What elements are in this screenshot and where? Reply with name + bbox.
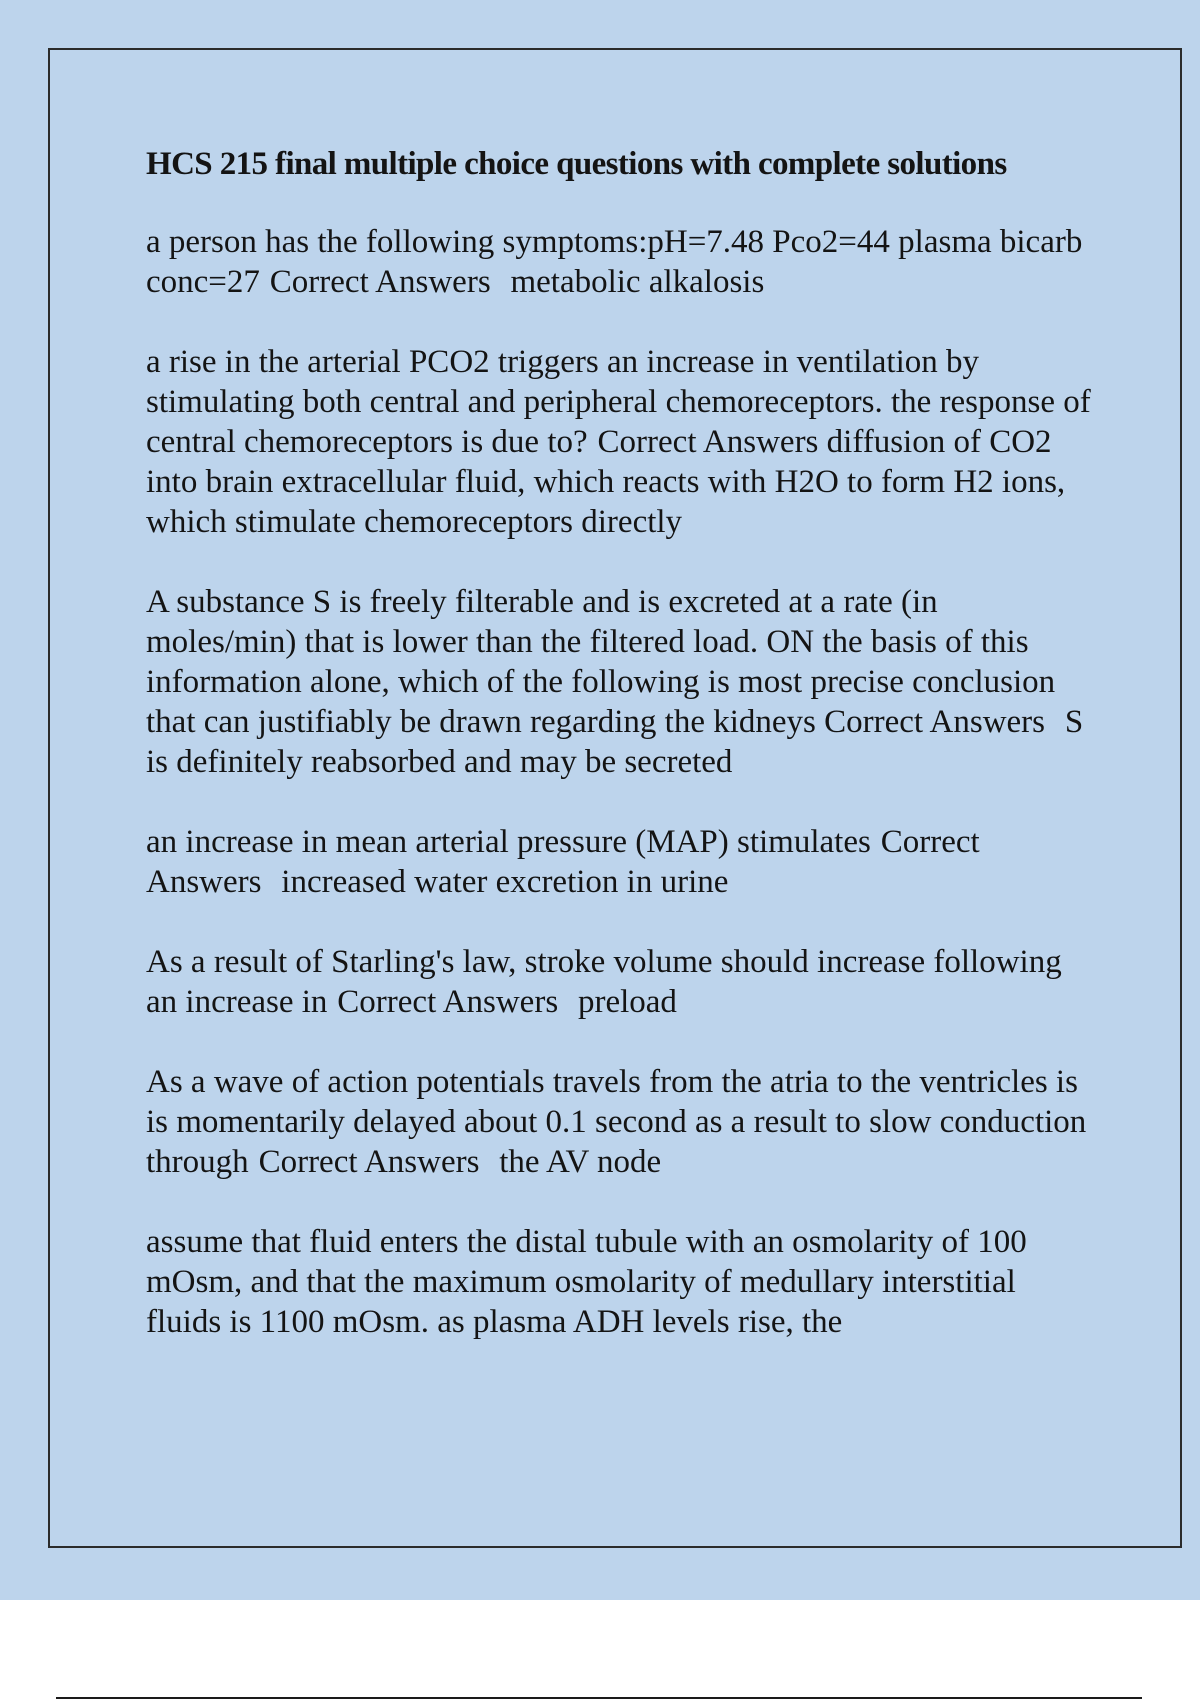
document-content xyxy=(146,144,1096,1382)
answer-text: increased water excretion in urine xyxy=(281,864,729,900)
answer-text: metabolic alkalosis xyxy=(510,264,765,300)
answer-label: Correct Answers xyxy=(824,704,1046,740)
question-text: A substance S is freely filterable and is excreted at a rate (in moles/min) that is lower than the filtered load. ON the basis of this information alone, which of the following is most precise conclusion that can justifiably be drawn regarding the kidneys xyxy=(146,584,1056,740)
qa-item xyxy=(146,582,1096,782)
qa-item xyxy=(146,942,1096,1022)
question-text: As a result of Starling's law, stroke volume should increase following an increase in xyxy=(146,944,1062,1020)
qa-item xyxy=(146,1222,1096,1342)
footer-divider xyxy=(56,1697,1142,1699)
qa-item xyxy=(146,342,1096,542)
answer-text: preload xyxy=(577,984,677,1020)
answer-text: the AV node xyxy=(499,1144,662,1180)
question-text: a person has the following symptoms:pH=7.48 Pco2=44 plasma bicarb conc=27 xyxy=(146,224,1083,300)
document-title: HCS 215 final multiple choice questions with complete solutions xyxy=(146,146,1007,182)
answer-label: Correct Answers xyxy=(269,264,491,300)
qa-item xyxy=(146,822,1096,902)
answer-label: Correct Answers xyxy=(146,824,980,900)
answer-text: S is definitely reabsorbed and may be secreted xyxy=(146,704,1084,780)
qa-item xyxy=(146,222,1096,302)
answer-text: diffusion of CO2 into brain extracellular fluid, which reacts with H2O to form H2 ions, which stimulate chemoreceptors directly xyxy=(146,424,1066,540)
question-text: an increase in mean arterial pressure (MAP) stimulates xyxy=(146,824,871,860)
answer-label: Correct Answers xyxy=(337,984,559,1020)
answer-label: Correct Answers xyxy=(597,424,819,460)
question-text: assume that fluid enters the distal tubule with an osmolarity of 100 mOsm, and that the maximum osmolarity of medullary interstitial fluids is 1100 mOsm. as plasma ADH levels rise, the xyxy=(146,1224,1027,1340)
answer-label: Correct Answers xyxy=(258,1144,480,1180)
question-text: a rise in the arterial PCO2 triggers an increase in ventilation by stimulating both central and peripheral chemoreceptors. the response of central chemoreceptors is due to? xyxy=(146,344,1091,460)
qa-item xyxy=(146,1062,1096,1182)
question-text: As a wave of action potentials travels from the atria to the ventricles is is momentarily delayed about 0.1 second as a result to slow conduction through xyxy=(146,1064,1087,1180)
